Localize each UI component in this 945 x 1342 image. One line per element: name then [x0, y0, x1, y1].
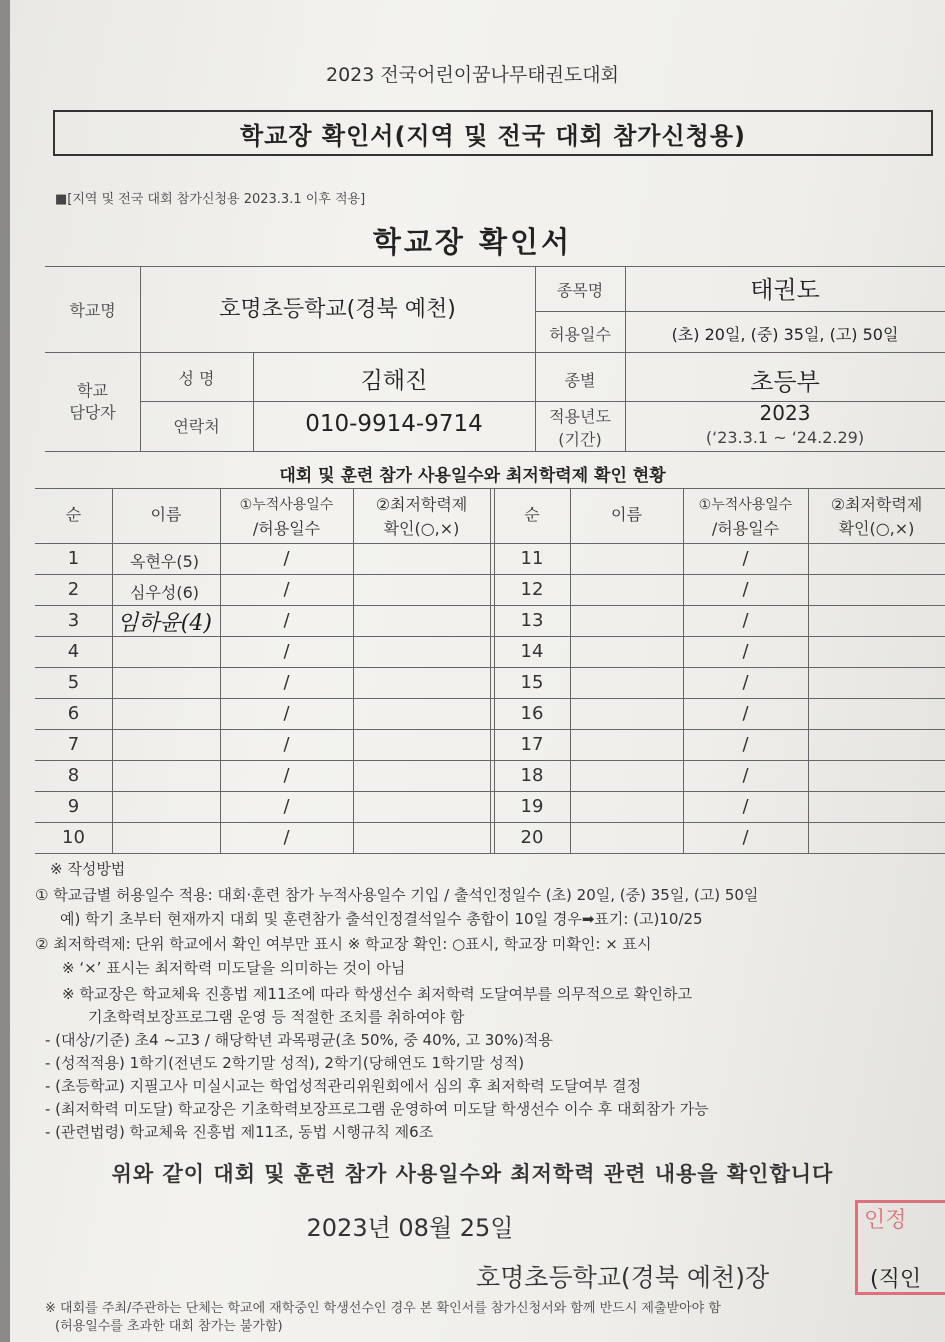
row-seq-right: 16: [520, 703, 544, 724]
guide-line-6: 기초학력보장프로그램 운영 등 적절한 조치를 취하여야 함: [88, 1008, 465, 1026]
row-days-slash-left: /: [283, 610, 290, 631]
row-divider: [35, 729, 945, 730]
header-grade-right-1: ②최저학력제: [830, 495, 923, 514]
row-days-slash-right: /: [742, 827, 749, 848]
guide-line-3: ② 최저학력제: 단위 학교에서 확인 여부만 표시 ※ 학교장 확인: ○표시, 학교장 미확인: × 표시: [35, 935, 652, 953]
row-seq-left: 5: [67, 672, 80, 693]
header-grade-left-1: ②최저학력제: [375, 495, 468, 514]
period-value: (‘23.3.1 ~ ‘24.2.29): [705, 428, 865, 447]
year-label-1: 적용년도: [549, 407, 611, 426]
usage-section-title: 대회 및 훈련 참가 사용일수와 최저학력제 확인 현황: [279, 466, 666, 486]
guide-line-10: - (최저학력 미도달) 학교장은 기초학력보장프로그램 운영하여 미도달 학생선수 이수 후 대회참가 가능: [45, 1100, 709, 1118]
row-days-slash-right: /: [742, 796, 749, 817]
row-days-slash-right: /: [742, 579, 749, 600]
document-title: 학교장 확인서(지역 및 전국 대회 참가신청용): [239, 121, 747, 150]
usage-table: [35, 488, 945, 854]
event-title: 2023 전국어린이꿈나무태권도대회: [326, 64, 619, 86]
header-name-left: 이름: [150, 505, 182, 524]
principal-signature: 호명초등학교(경북 예천)장: [476, 1263, 770, 1292]
contact-label: 연락처: [173, 417, 220, 436]
guide-line-11: - (관련법령) 학교체육 진흥법 제11조, 동법 시행규칙 제6조: [45, 1123, 434, 1141]
row-seq-left: 3: [67, 610, 80, 631]
guide-line-5: ※ 학교장은 학교체육 진흥법 제11조에 따라 학생선수 최저학력 도달여부를 의무적으로 확인하고: [62, 985, 692, 1003]
row-days-slash-right: /: [742, 703, 749, 724]
category-label: 종별: [564, 371, 596, 390]
row-seq-left: 1: [67, 548, 80, 569]
guide-heading: ※ 작성방법: [50, 860, 126, 878]
row-days-slash-right: /: [742, 734, 749, 755]
guide-line-2: 예) 학기 초부터 현재까지 대회 및 훈련참가 출석인정결석일수 총합이 10일 경우➡표기: (고)10/25: [60, 910, 703, 928]
paper-edge-shadow: [0, 0, 10, 1342]
school-value: 호명초등학교(경북 예천): [219, 297, 456, 322]
seal-label: (직인: [870, 1267, 922, 1292]
row-divider: [35, 791, 945, 792]
row-days-slash-right: /: [742, 610, 749, 631]
confirmation-statement: 위와 같이 대회 및 훈련 참가 사용일수와 최저학력 관련 내용을 확인합니다: [111, 1162, 834, 1186]
row-name-handwritten: 임하윤(4): [117, 611, 212, 636]
header-days-right-1: ①누적사용일수: [698, 497, 793, 513]
row-days-slash-left: /: [283, 672, 290, 693]
contact-value: 010-9914-9714: [305, 411, 483, 437]
row-days-slash-right: /: [742, 765, 749, 786]
row-days-slash-left: /: [283, 827, 290, 848]
row-seq-left: 4: [67, 641, 80, 662]
row-seq-right: 14: [520, 641, 544, 662]
row-days-slash-left: /: [283, 548, 290, 569]
row-days-slash-left: /: [283, 579, 290, 600]
footer-note-1: ※ 대회를 주최/주관하는 단체는 학교에 재학중인 학생선수인 경우 본 확인서를 참가신청서와 함께 반드시 제출받아야 함: [45, 1301, 721, 1316]
row-days-slash-left: /: [283, 796, 290, 817]
row-seq-right: 15: [520, 672, 544, 693]
year-label-2: (기간): [558, 430, 602, 449]
row-days-slash-left: /: [283, 703, 290, 724]
seal-text: 인정: [864, 1208, 907, 1233]
row-seq-left: 9: [67, 796, 80, 817]
row-divider: [35, 760, 945, 761]
guide-line-1: ① 학교급별 허용일수 적용: 대회·훈련 참가 누적사용일수 기입 / 출석인정일수 (초) 20일, (중) 35일, (고) 50일: [35, 886, 759, 904]
row-seq-left: 6: [67, 703, 80, 724]
row-seq-right: 12: [520, 579, 544, 600]
row-seq-left: 10: [62, 827, 85, 848]
sport-value: 태권도: [750, 276, 820, 304]
row-seq-right: 17: [520, 734, 544, 755]
guide-line-7: - (대상/기준) 초4 ~고3 / 해당학년 과목평균(초 50%, 중 40%, 고 30%)적용: [45, 1031, 553, 1049]
main-title: 학교장 확인서: [372, 225, 573, 259]
row-seq-right: 13: [520, 610, 544, 631]
header-seq-left: 순: [65, 505, 82, 524]
row-seq-right: 19: [520, 796, 544, 817]
header-grade-left-2: 확인(○,×): [383, 519, 460, 538]
row-seq-left: 8: [67, 765, 80, 786]
header-days-left-1: ①누적사용일수: [239, 497, 334, 513]
category-value: 초등부: [750, 368, 820, 396]
document-title-box: [53, 110, 933, 156]
header-days-left-2: /허용일수: [252, 519, 321, 538]
footer-note-2: (허용일수를 초과한 대회 참가는 불가함): [55, 1319, 283, 1334]
header-days-right-2: /허용일수: [711, 519, 780, 538]
header-seq-right: 순: [524, 505, 540, 524]
sport-label: 종목명: [556, 281, 604, 300]
row-days-slash-right: /: [742, 641, 749, 662]
row-divider: [35, 574, 945, 575]
school-label: 학교명: [69, 301, 116, 320]
guide-line-8: - (성적적용) 1학기(전년도 2학기말 성적), 2학기(당해연도 1학기말 성적): [45, 1054, 525, 1072]
row-divider: [35, 698, 945, 699]
row-seq-left: 7: [67, 734, 80, 755]
guide-line-9: - (초등학교) 지필고사 미실시교는 학업성적관리위원회에서 심의 후 최저학력 도달여부 결정: [45, 1077, 642, 1095]
row-divider: [35, 667, 945, 668]
application-notice: ■[지역 및 전국 대회 참가신청용 2023.3.1 이후 적용]: [55, 192, 366, 207]
row-seq-right: 18: [520, 765, 544, 786]
row-seq-right: 11: [520, 548, 544, 569]
row-name-left: 옥현우(5): [130, 552, 200, 571]
row-days-slash-left: /: [283, 641, 290, 662]
guide-line-4: ※ ‘×’ 표시는 최저학력 미도달을 의미하는 것이 아님: [62, 959, 406, 977]
staff-label-1: 학교: [77, 381, 108, 400]
row-seq-left: 2: [67, 579, 80, 600]
header-name-right: 이름: [611, 505, 642, 524]
signature-date: 2023년 08월 25일: [306, 1214, 514, 1242]
days-value: (초) 20일, (중) 35일, (고) 50일: [671, 325, 899, 344]
row-days-slash-right: /: [742, 548, 749, 569]
name-label: 성 명: [178, 369, 215, 388]
staff-label-2: 담당자: [69, 403, 116, 422]
row-days-slash-right: /: [742, 672, 749, 693]
row-seq-right: 20: [520, 827, 544, 848]
year-value: 2023: [759, 401, 811, 425]
row-days-slash-left: /: [283, 765, 290, 786]
info-table: [45, 266, 945, 452]
row-name-left: 심우성(6): [130, 583, 200, 602]
row-days-slash-left: /: [283, 734, 290, 755]
days-label: 허용일수: [549, 325, 611, 344]
header-grade-right-2: 확인(○,×): [838, 519, 915, 538]
row-divider: [35, 822, 945, 823]
name-value: 김해진: [360, 368, 428, 394]
